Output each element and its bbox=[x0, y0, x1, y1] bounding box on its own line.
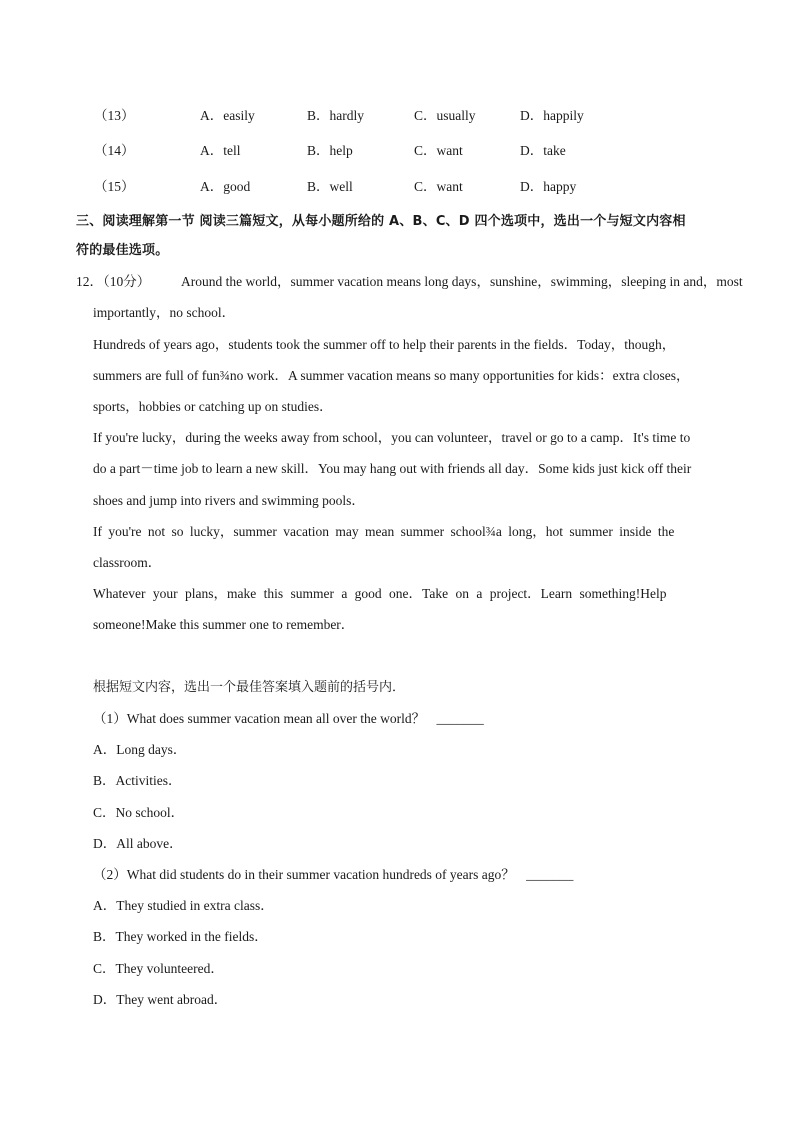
passage-p4-line2: classroom． bbox=[93, 555, 162, 570]
passage-p3-line1: If you're lucky，during the weeks away from school，you can volunteer，travel or go to a camp．It's time to bbox=[93, 430, 691, 445]
choice-b: B．help bbox=[307, 143, 353, 158]
question-2-stem bbox=[93, 863, 573, 883]
passage-p3-line2: do a part－time job to learn a new skill．You may hang out with friends all day．Some kids just kick off their bbox=[93, 461, 692, 476]
question-12-label: 12．（10分） bbox=[76, 274, 151, 289]
choice-a: A．good bbox=[200, 179, 251, 194]
question-stem: （1）What does summer vacation mean all over the world？ bbox=[93, 711, 426, 726]
question-1-choice-b: B．Activities． bbox=[93, 773, 182, 788]
question-stem: （2）What did students do in their summer vacation hundreds of years ago？ bbox=[93, 867, 515, 882]
passage-p2-line2: summers are full of fun¾no work．A summer vacation means so many opportunities for kids：extra closes， bbox=[93, 368, 690, 383]
passage-p3-line3: shoes and jump into rivers and swimming pools． bbox=[93, 493, 365, 508]
answer-blank: _______ bbox=[526, 867, 574, 882]
choice-a: A．tell bbox=[200, 143, 241, 158]
choice-c: C．usually bbox=[414, 108, 476, 123]
question-number: （14） bbox=[94, 143, 135, 158]
question-2-choice-a: A．They studied in extra class． bbox=[93, 898, 274, 913]
question-1-choice-a: A．Long days． bbox=[93, 742, 187, 757]
choice-c: C．want bbox=[414, 179, 463, 194]
choice-b: B．well bbox=[307, 179, 353, 194]
passage-p4-line1: If you're not so lucky，summer vacation may mean summer school¾a long，hot summer inside the bbox=[93, 524, 675, 539]
option-row-14 bbox=[0, 139, 794, 159]
question-number: （13） bbox=[94, 108, 135, 123]
question-2-choice-d: D．They went abroad． bbox=[93, 992, 228, 1007]
passage-p2-line1: Hundreds of years ago，students took the summer off to help their parents in the fields．Today，though， bbox=[93, 337, 676, 352]
question-2-choice-c: C．They volunteered． bbox=[93, 961, 224, 976]
choice-a: A．easily bbox=[200, 108, 255, 123]
option-row-13 bbox=[0, 104, 794, 124]
section-heading: 三、阅读理解第一节 阅读三篇短文，从每小题所给的 A、B、C、D 四个选项中，选出一个与短文内容相 bbox=[76, 214, 686, 229]
question-1-choice-c: C．No school． bbox=[93, 805, 185, 820]
instruction: 根据短文内容，选出一个最佳答案填入题前的括号内． bbox=[93, 680, 406, 695]
choice-b: B．hardly bbox=[307, 108, 364, 123]
choice-c: C．want bbox=[414, 143, 463, 158]
answer-blank: _______ bbox=[436, 711, 484, 726]
passage-p1-line1: Around the world，summer vacation means long days，sunshine，swimming，sleeping in and，most bbox=[181, 274, 743, 289]
question-1-stem bbox=[93, 707, 484, 727]
question-1-choice-d: D．All above． bbox=[93, 836, 183, 851]
choice-d: D．happy bbox=[520, 179, 577, 194]
passage-p5-line2: someone!Make this summer one to remember． bbox=[93, 617, 355, 632]
section-heading-cont: 符的最佳选项。 bbox=[76, 243, 169, 258]
question-2-choice-b: B．They worked in the fields． bbox=[93, 929, 268, 944]
question-number: （15） bbox=[94, 179, 135, 194]
passage-p5-line1: Whatever your plans，make this summer a good one．Take on a project．Learn something!Help bbox=[93, 586, 667, 601]
choice-d: D．happily bbox=[520, 108, 584, 123]
option-row-15 bbox=[0, 175, 794, 195]
passage-p1-line2: importantly，no school． bbox=[93, 305, 236, 320]
choice-d: D．take bbox=[520, 143, 566, 158]
passage-p2-line3: sports，hobbies or catching up on studies． bbox=[93, 399, 333, 414]
